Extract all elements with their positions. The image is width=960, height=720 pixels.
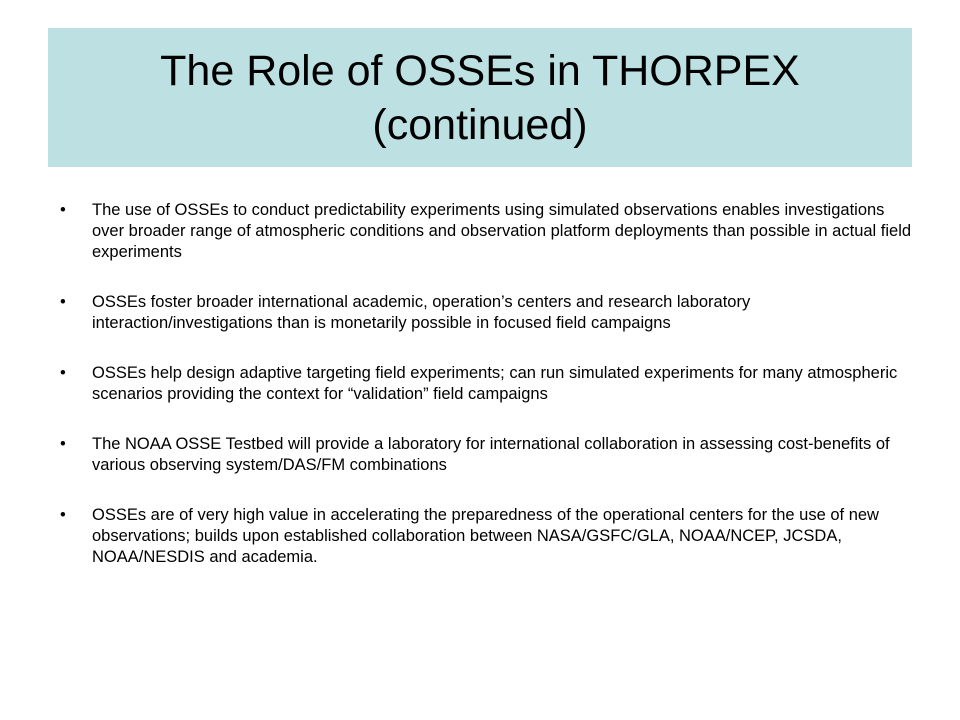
bullet-dot-icon: • — [60, 435, 66, 453]
bullet-dot-icon: • — [60, 201, 66, 219]
bullet-item — [60, 505, 920, 568]
bullet-text: The NOAA OSSE Testbed will provide a laboratory for international collaboration in assessing cost-benefits of various observing system/DAS/FM combinations — [92, 435, 890, 474]
bullet-dot-icon: • — [60, 293, 66, 311]
bullet-item — [60, 363, 920, 405]
bullet-text: OSSEs foster broader international academic, operation’s centers and research laboratory interaction/investigations than is monetarily possible in focused field campaigns — [92, 293, 751, 332]
title-band — [48, 28, 912, 167]
bullet-text: OSSEs help design adaptive targeting field experiments; can run simulated experiments for many atmospheric scenarios providing the context for “validation” field campaigns — [92, 364, 898, 403]
slide-title-line-2: (continued) — [372, 100, 588, 149]
bullet-item — [60, 200, 920, 263]
slide-title-line-1: The Role of OSSEs in THORPEX — [160, 46, 800, 95]
bullet-item — [60, 434, 920, 476]
bullet-dot-icon: • — [60, 506, 66, 524]
bullet-item — [60, 292, 920, 334]
bullet-list — [60, 200, 920, 597]
bullet-text: The use of OSSEs to conduct predictability experiments using simulated observations enables investigations over broader range of atmospheric conditions and observation platform deployments than possible in actual field experiments — [92, 201, 912, 261]
bullet-dot-icon: • — [60, 364, 66, 382]
bullet-text: OSSEs are of very high value in accelerating the preparedness of the operational centers for the use of new observations; builds upon established collaboration between NASA/GSFC/GLA, NOAA/NCEP, JCSDA, NOAA/NESDIS and academia. — [92, 506, 879, 566]
